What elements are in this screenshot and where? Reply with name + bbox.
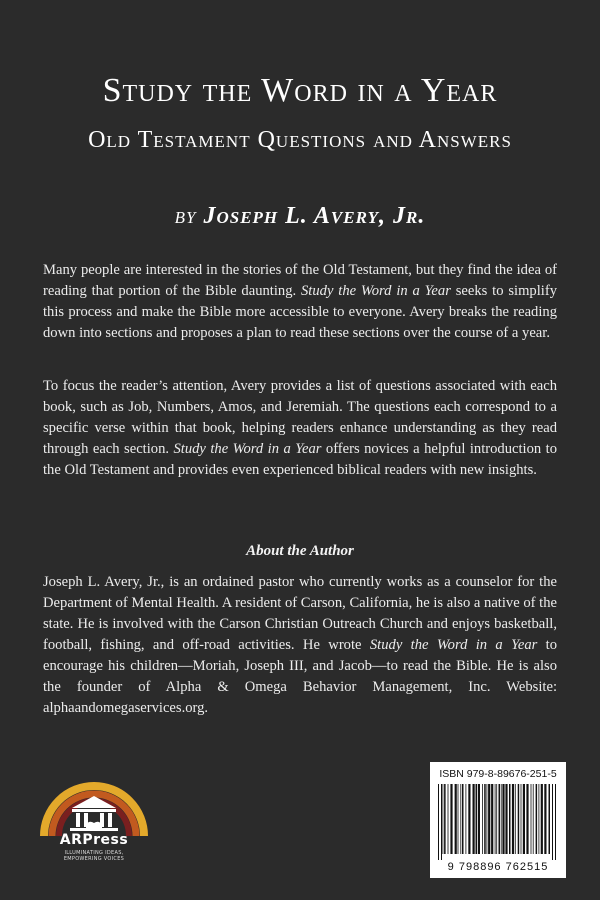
barcode-bar xyxy=(502,784,504,854)
isbn-number: ISBN 979-8-89676-251-5 xyxy=(439,768,557,780)
barcode-bar xyxy=(526,784,528,854)
barcode-bar xyxy=(496,784,497,854)
author-byline xyxy=(0,203,600,230)
p1-text-b: seeks to simplify this process and make the Bible more accessible to everyone. Avery breaks the reading down into sections and proposes a plan to read these sections over the course of a year. xyxy=(43,283,557,341)
barcode-bar xyxy=(499,784,501,854)
barcode-guard-bar xyxy=(438,784,439,860)
barcode-bar xyxy=(473,784,475,854)
barcode-bar xyxy=(549,784,551,854)
barcode-guard-bar xyxy=(552,784,553,860)
barcode-bar xyxy=(468,784,470,854)
barcode-bars xyxy=(436,784,560,860)
p2-book-title: Study the Word in a Year xyxy=(173,441,322,457)
tagline-line-1: ILLUMINATING IDEAS, xyxy=(64,850,124,856)
barcode-bar xyxy=(505,784,507,854)
barcode-bar xyxy=(512,784,514,854)
barcode-bar xyxy=(462,784,464,854)
barcode-bar xyxy=(509,784,511,854)
barcode-bar xyxy=(521,784,522,854)
barcode-bar xyxy=(544,784,546,854)
barcode-guard-bar xyxy=(555,784,556,860)
p1-text-a: Many people are interested in the stories of the Old Testament, but they find the idea of reading that portion of the Bible daunting. xyxy=(43,262,557,299)
barcode-bar xyxy=(458,784,459,854)
barcode-bar xyxy=(482,784,483,854)
barcode-bar xyxy=(487,784,488,854)
barcode-bar xyxy=(484,784,486,854)
description-paragraph-1 xyxy=(43,260,557,344)
barcode-bar xyxy=(541,784,543,854)
p2-text-b: offers novices a helpful introduction to the Old Testament and provides even experienced biblical readers with new insights. xyxy=(43,441,558,478)
author-name: Joseph L. Avery, Jr. xyxy=(203,203,426,229)
barcode-bar xyxy=(539,784,540,854)
barcode-bar xyxy=(460,784,461,854)
barcode-bar xyxy=(533,784,534,854)
p2-text-a: To focus the reader’s attention, Avery provides a list of questions associated with each book, such as Job, Numbers, Amos, and Jeremiah. The questions each correspond to a specific verse within that book, helping readers enhance understanding as they read through each section. xyxy=(43,378,557,457)
barcode-bar xyxy=(501,784,502,854)
barcode-bar xyxy=(466,784,467,854)
description-paragraph-2 xyxy=(43,376,557,481)
barcode-bar xyxy=(536,784,538,854)
about-text-b: to encourage his children—Moriah, Joseph III, and Jacob—to read the Bible. He is also the founder of Alpha & Omega Behavior Management, Inc. Website: alphaandomegaservices.org. xyxy=(43,637,558,716)
barcode-bar xyxy=(495,784,496,854)
barcode-bar xyxy=(518,784,520,854)
barcode-digits: 9 798896 762515 xyxy=(447,861,549,873)
barcode-bar xyxy=(531,784,532,854)
about-book-title: Study the Word in a Year xyxy=(369,637,538,653)
book-subtitle: Old Testament Questions and Answers xyxy=(88,127,512,153)
barcode-bar xyxy=(444,784,446,854)
tagline-line-2: EMPOWERING VOICES xyxy=(63,856,125,862)
about-text-a: Joseph L. Avery, Jr., is an ordained pastor who currently works as a counselor for the Department of Mental Health. A resident of Carson, California, he is also a native of the state. He is involved with the Carson Christian Outreach Church and enjoys basketball, football, fishing, and off-road activities. He wrote xyxy=(43,574,557,653)
building-icon xyxy=(70,796,118,831)
about-author-paragraph xyxy=(43,572,557,719)
barcode-bar xyxy=(450,784,452,854)
book-title: Study the Word in a Year xyxy=(102,72,498,109)
barcode-guard-bar xyxy=(441,784,442,860)
barcode-bar xyxy=(491,784,493,854)
isbn-barcode xyxy=(430,762,566,878)
about-author-heading: About the Author xyxy=(246,543,354,559)
barcode-bar xyxy=(478,784,480,854)
barcode-bar xyxy=(523,784,525,854)
byline-prefix: by xyxy=(174,203,197,229)
publisher-tagline xyxy=(38,850,150,862)
p1-book-title: Study the Word in a Year xyxy=(301,283,451,299)
barcode-bar xyxy=(476,784,478,854)
barcode-bar xyxy=(515,784,516,854)
barcode-bar xyxy=(448,784,449,854)
barcode-bar xyxy=(443,784,444,854)
barcode-bar xyxy=(488,784,490,854)
barcode-bar xyxy=(455,784,457,854)
publisher-name: ARPress xyxy=(59,832,129,848)
